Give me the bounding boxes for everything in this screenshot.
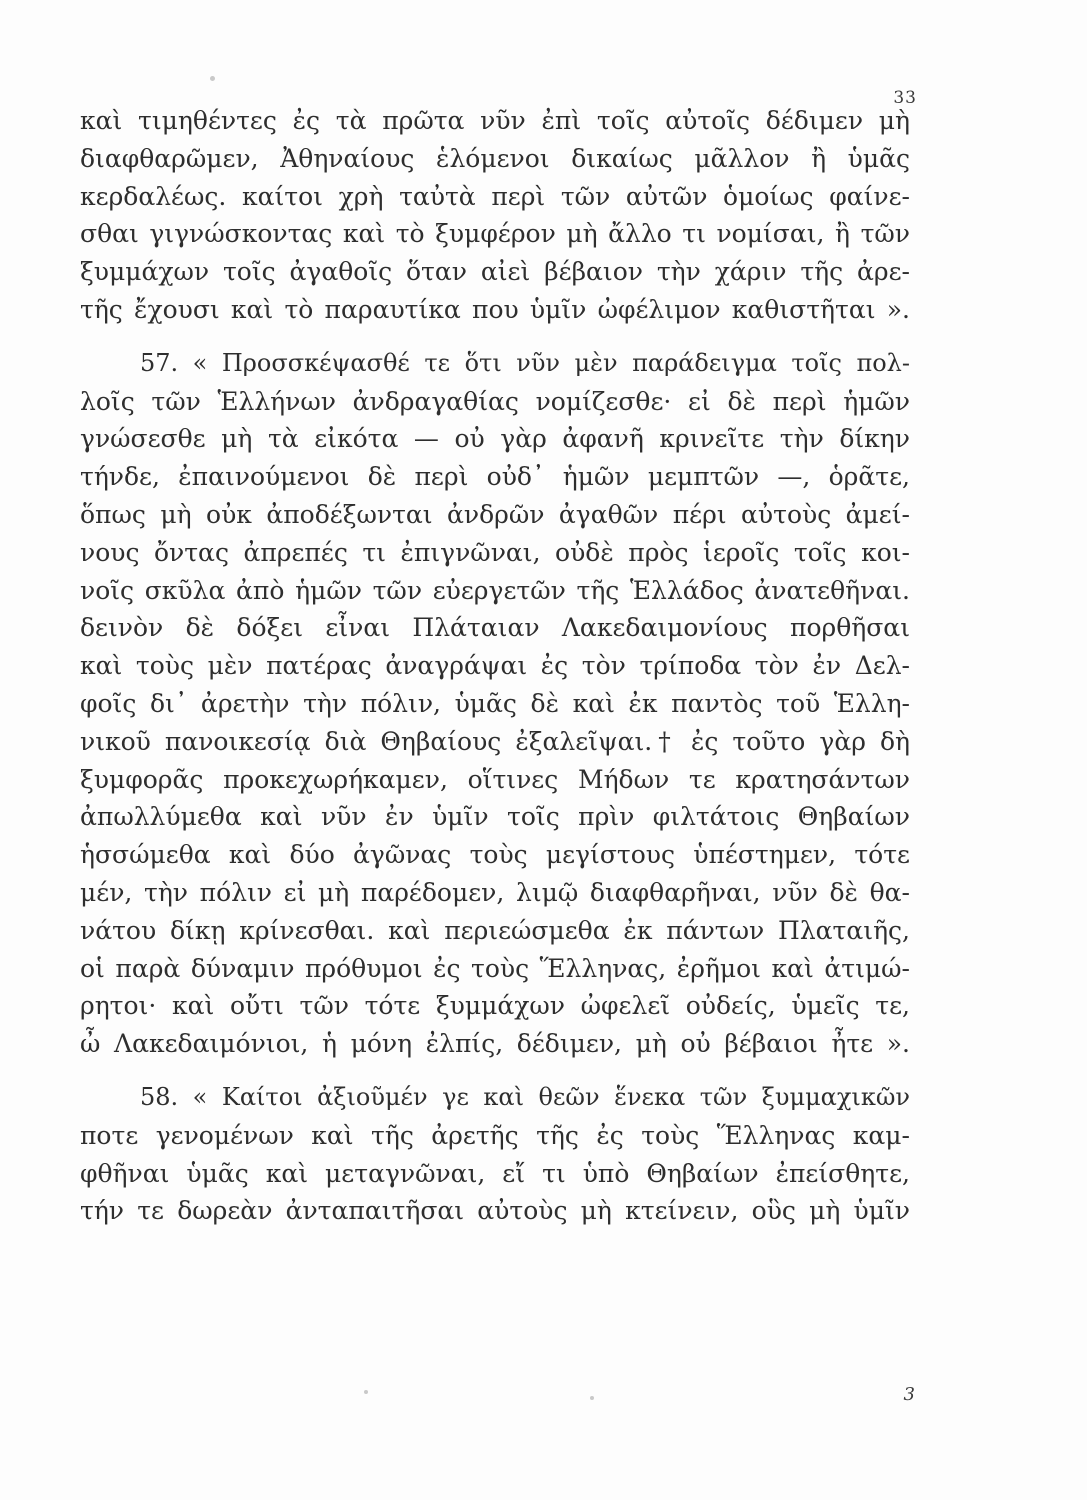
paper-speck [590, 1396, 594, 1400]
text-line: νάτου δίκῃ κρίνεσθαι. καὶ περιεώσμεθα ἐκ πάντων Πλαταιῆς, [80, 915, 910, 945]
text-line: καὶ τιμηθέντες ἐς τὰ πρῶτα νῦν ἐπὶ τοῖς αὐτοῖς δέδιμεν μὴ [80, 106, 910, 135]
text-line: 57. « Προσσκέψασθέ τε ὅτι νῦν μὲν παράδειγμα τοῖς πολ- [140, 348, 910, 377]
text-line: ξυμμάχων τοῖς ἀγαθοῖς ὅταν αἰεὶ βέβαιον τὴν χάριν τῆς ἀρε- [80, 257, 910, 287]
text-line: ὦ Λακεδαιμόνιοι, ἡ μόνη ἐλπίς, δέδιμεν, μὴ οὐ βέβαιοι ἦτε ». [80, 1029, 910, 1059]
text-line: ρητοι· καὶ οὔτι τῶν τότε ξυμμάχων ὠφελεῖ οὐδείς, ὑμεῖς τε, [80, 991, 910, 1021]
text-line: γνώσεσθε μὴ τὰ εἰκότα — οὐ γὰρ ἀφανῆ κρινεῖτε τὴν δίκην [80, 424, 910, 454]
signature-mark: 3 [903, 1384, 915, 1405]
text-line: καὶ τοὺς μὲν πατέρας ἀναγράψαι ἐς τὸν τρίποδα τὸν ἐν Δελ- [80, 651, 910, 681]
paragraph-58 [80, 1079, 910, 1230]
text-line: μέν, τὴν πόλιν εἰ μὴ παρέδομεν, λιμῷ διαφθαρῆναι, νῦν δὲ θα- [80, 877, 910, 907]
paragraph [80, 102, 910, 329]
text-line: φθῆναι ὑμᾶς καὶ μεταγνῶναι, εἴ τι ὑπὸ Θηβαίων ἐπείσθητε, [80, 1158, 910, 1188]
text-line: τῆς ἔχουσι καὶ τὸ παραυτίκα που ὑμῖν ὠφέλιμον καθιστῆται ». [80, 294, 910, 324]
text-line: σθαι γιγνώσκοντας καὶ τὸ ξυμφέρον μὴ ἄλλο τι νομίσαι, ἢ τῶν [80, 219, 910, 249]
text-line: φοῖς δι᾿ ἀρετὴν τὴν πόλιν, ὑμᾶς δὲ καὶ ἐκ παντὸς τοῦ Ἑλλη- [80, 688, 910, 718]
text-line: 58. « Καίτοι ἀξιοῦμέν γε καὶ θεῶν ἕνεκα τῶν ξυμμαχικῶν [140, 1082, 910, 1111]
text-line: κερδαλέως. καίτοι χρὴ ταὐτὰ περὶ τῶν αὐτῶν ὁμοίως φαίνε- [80, 181, 910, 211]
paper-speck [210, 76, 215, 81]
text-line: οἱ παρὰ δύναμιν πρόθυμοι ἐς τοὺς Ἕλληνας, ἐρῆμοι καὶ ἀτιμώ- [80, 953, 910, 983]
text-line: νους ὄντας ἀπρεπές τι ἐπιγνῶναι, οὐδὲ πρὸς ἱεροῖς τοῖς κοι- [80, 537, 910, 567]
page-number: 33 [893, 88, 917, 108]
text-line: νοῖς σκῦλα ἀπὸ ἡμῶν τῶν εὐεργετῶν τῆς Ἑλλάδος ἀνατεθῆναι. [80, 575, 910, 605]
text-line: ξυμφορᾶς προκεχωρήκαμεν, οἵτινες Μήδων τε κρατησάντων [80, 764, 910, 794]
text-line: τήν τε δωρεὰν ἀνταπαιτῆσαι αὐτοὺς μὴ κτείνειν, οὓς μὴ ὑμῖν [80, 1196, 910, 1226]
text-line: ποτε γενομένων καὶ τῆς ἀρετῆς τῆς ἐς τοὺς Ἕλληνας καμ- [80, 1120, 910, 1150]
text-line: ἡσσώμεθα καὶ δύο ἀγῶνας τοὺς μεγίστους ὑπέστημεν, τότε [80, 840, 910, 870]
text-line: λοῖς τῶν Ἑλλήνων ἀνδραγαθίας νομίζεσθε· εἰ δὲ περὶ ἡμῶν [80, 386, 910, 416]
text-line: δεινὸν δὲ δόξει εἶναι Πλάταιαν Λακεδαιμονίους πορθῆσαι [80, 613, 910, 643]
text-line: νικοῦ πανοικεσίᾳ διὰ Θηβαίους ἐξαλεῖψαι.† ἐς τοῦτο γὰρ δὴ [80, 726, 910, 756]
body-text [80, 102, 910, 1230]
paragraph-57 [80, 345, 910, 1063]
paper-speck [364, 1390, 368, 1394]
text-line: ὅπως μὴ οὐκ ἀποδέξωνται ἀνδρῶν ἀγαθῶν πέρι αὐτοὺς ἀμεί- [80, 499, 910, 529]
text-line: διαφθαρῶμεν, Ἀθηναίους ἑλόμενοι δικαίως μᾶλλον ἢ ὑμᾶς [80, 143, 910, 173]
text-line: ἀπωλλύμεθα καὶ νῦν ἐν ὑμῖν τοῖς πρὶν φιλτάτοις Θηβαίων [80, 802, 910, 832]
text-line: τήνδε, ἐπαινούμενοι δὲ περὶ οὐδ᾿ ἡμῶν μεμπτῶν —, ὁρᾶτε, [80, 462, 910, 492]
